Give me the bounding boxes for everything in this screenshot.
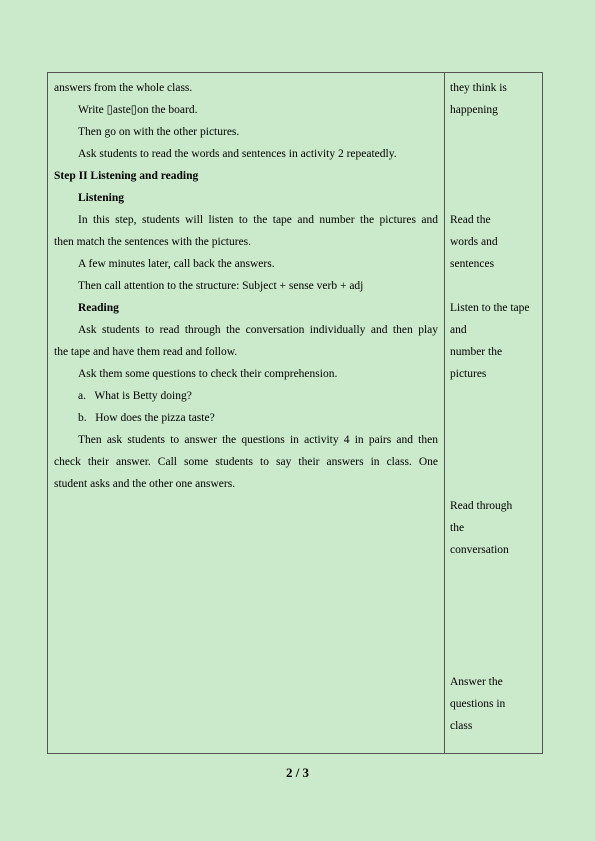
text-line: Ask them some questions to check their comprehension. bbox=[78, 368, 338, 380]
activity-note: Read the bbox=[450, 214, 491, 226]
activity-note: Listen to the tape bbox=[450, 302, 530, 314]
question-b: b. How does the pizza taste? bbox=[78, 412, 215, 424]
text-line: student asks and the other one answers. bbox=[54, 478, 236, 490]
activity-note: number the bbox=[450, 346, 503, 358]
section-heading-listening: Listening bbox=[78, 192, 125, 204]
activity-note: and bbox=[450, 324, 467, 336]
column-divider bbox=[444, 73, 445, 753]
activity-note: happening bbox=[450, 104, 498, 116]
activity-note: Read through bbox=[450, 500, 513, 512]
section-heading-reading: Reading bbox=[78, 302, 119, 314]
activity-note: class bbox=[450, 720, 473, 732]
text-line: Write ▯aste▯on the board. bbox=[78, 104, 198, 116]
step-heading: Step II Listening and reading bbox=[54, 170, 199, 182]
text-line: Ask students to read through the conversation individually and then play bbox=[78, 324, 438, 336]
text-line: answers from the whole class. bbox=[54, 82, 193, 94]
activity-note: the bbox=[450, 522, 465, 534]
question-a: a. What is Betty doing? bbox=[78, 390, 192, 402]
activity-note: sentences bbox=[450, 258, 495, 270]
text-line: Ask students to read the words and sentences in activity 2 repeatedly. bbox=[78, 148, 397, 160]
page-number: 2 / 3 bbox=[285, 765, 310, 780]
text-line: A few minutes later, call back the answers. bbox=[78, 258, 275, 270]
text-line: Then go on with the other pictures. bbox=[78, 126, 240, 138]
activity-note: Answer the bbox=[450, 676, 503, 688]
activity-note: pictures bbox=[450, 368, 487, 380]
text-line: check their answer. Call some students to say their answers in class. One bbox=[54, 456, 438, 468]
activity-note: they think is bbox=[450, 82, 507, 94]
activity-note: questions in bbox=[450, 698, 506, 710]
activity-note: conversation bbox=[450, 544, 509, 556]
text-line: Then call attention to the structure: Subject + sense verb + adj bbox=[78, 280, 364, 292]
text-line: the tape and have them read and follow. bbox=[54, 346, 238, 358]
text-line: then match the sentences with the pictures. bbox=[54, 236, 252, 248]
activity-note: words and bbox=[450, 236, 498, 248]
text-line: In this step, students will listen to the tape and number the pictures and bbox=[78, 214, 438, 226]
text-line: Then ask students to answer the questions in activity 4 in pairs and then bbox=[78, 434, 438, 446]
